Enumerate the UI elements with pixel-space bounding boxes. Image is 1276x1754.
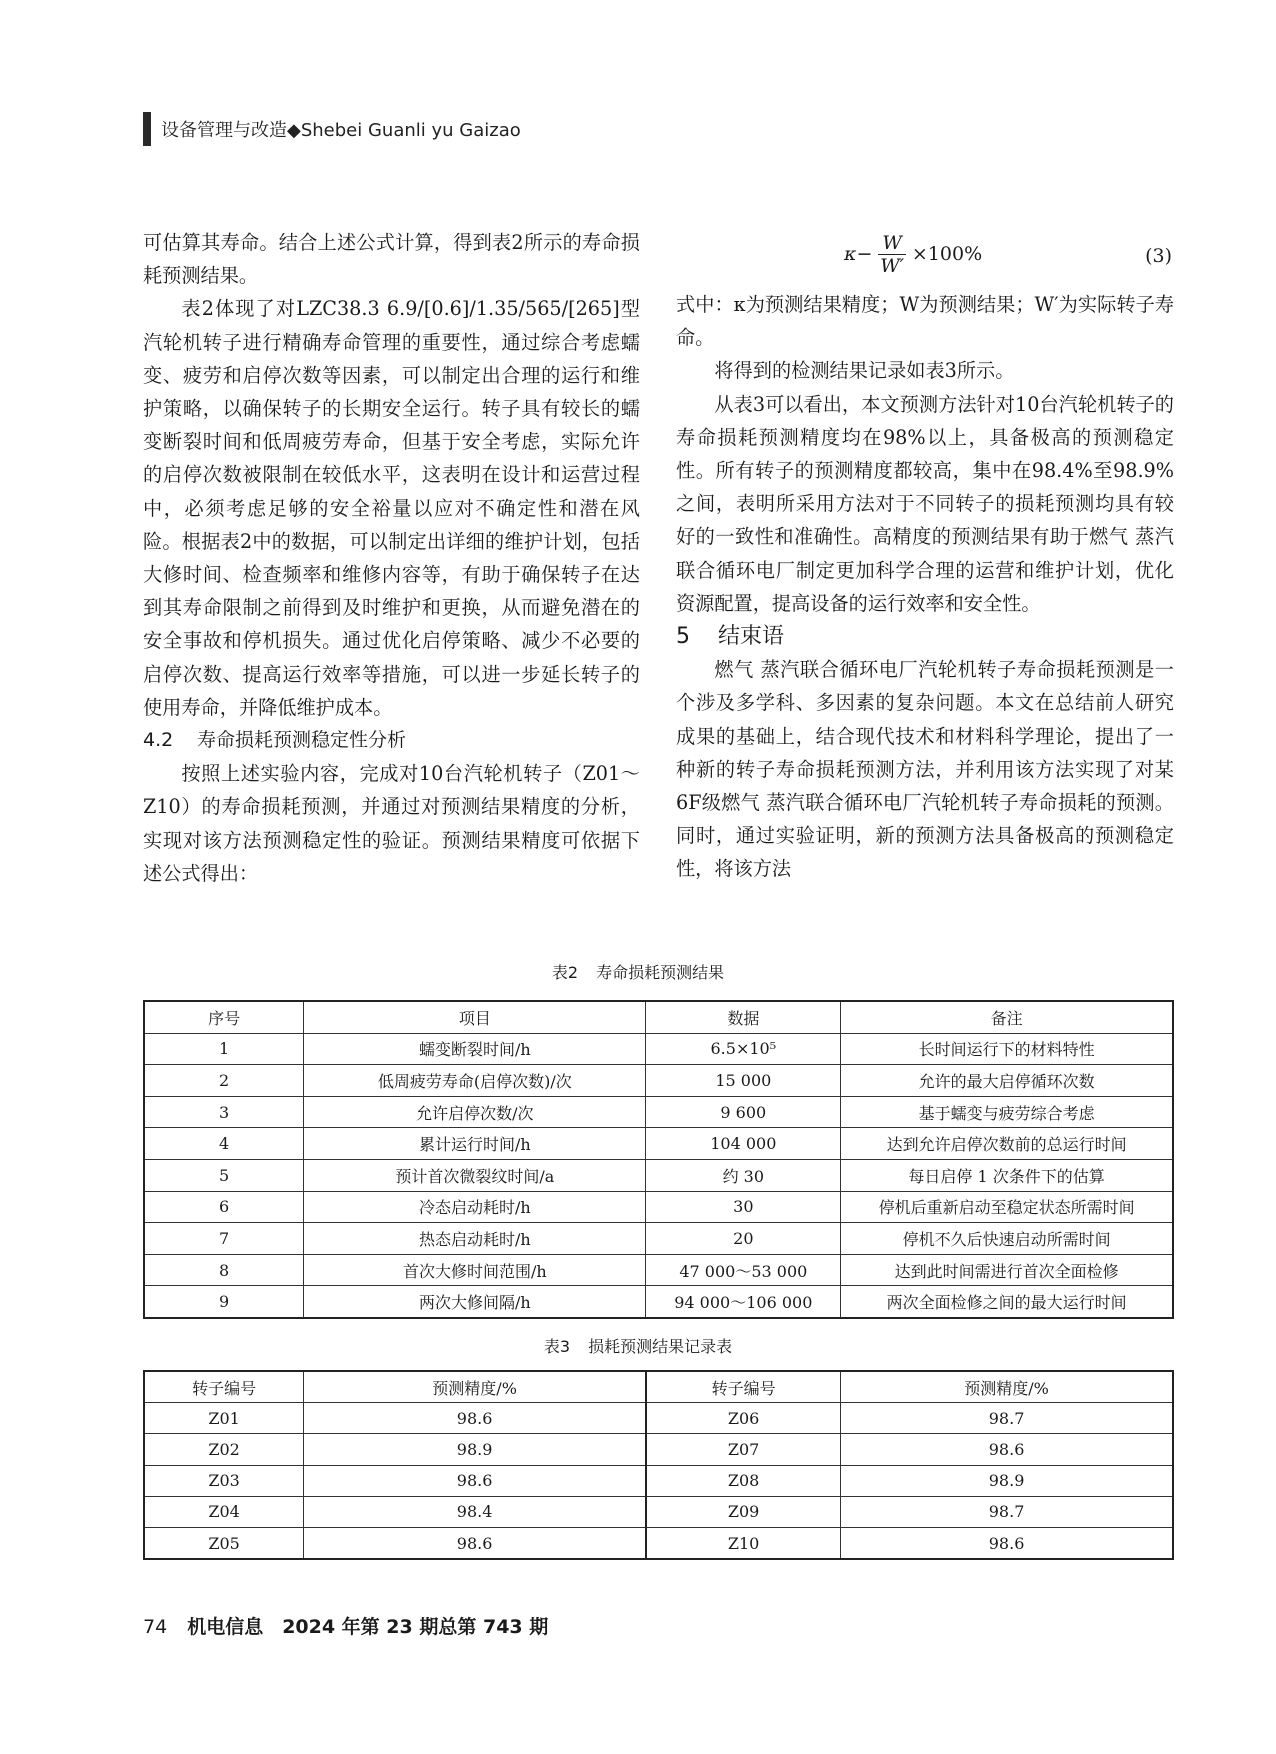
table-cell: 预计首次微裂纹时间/a [304,1159,646,1191]
table-cell: 98.9 [304,1434,646,1465]
table-header-row [144,1371,1173,1403]
equation-lhs: κ− [844,242,873,265]
equation-rhs: ×100% [911,242,983,265]
table-cell: 9 [144,1286,304,1318]
table-cell: 8 [144,1254,304,1286]
table-cell: 9 600 [646,1096,841,1128]
left-column [143,226,640,890]
table-cell: 累计运行时间/h [304,1128,646,1160]
table-row [144,1254,1173,1286]
table-cell: 98.6 [304,1465,646,1496]
table-cell: 30 [646,1191,841,1223]
table-cell: 6 [144,1191,304,1223]
table-cell: 两次大修间隔/h [304,1286,646,1318]
page-footer [143,1612,548,1639]
paragraph: 表2体现了对LZC38.3 6.9/[0.6]/1.35/565/[265]型汽轮机转子进行精确寿命管理的重要性，通过综合考虑蠕变、疲劳和启停次数等因素，可以制定出合理的运行和维护策略，以确保转子的长期安全运行。转子具有较长的蠕变断裂时间和低周疲劳寿命，但基于安全考虑，实际允许的启停次数被限制在较低水平，这表明在设计和运营过程中，必须考虑足够的安全裕量以应对不确定性和潜在风险。根据表2中的数据，可以制定出详细的维护计划，包括大修时间、检查频率和维修内容等，有助于确保转子在达到其寿命限制之前得到及时维护和更换，从而避免潜在的安全事故和停机损失。通过优化启停策略、减少不必要的启停次数、提高运行效率等措施，可以进一步延长转子的使用寿命，并降低维护成本。 [143,297,640,719]
table-cell: 47 000～53 000 [646,1254,841,1286]
table-cell: 长时间运行下的材料特性 [841,1033,1173,1065]
table-cell: 7 [144,1223,304,1255]
table-title: 寿命损耗预测结果 [596,963,725,982]
table-cell: 蠕变断裂时间/h [304,1033,646,1065]
table-cell: Z06 [646,1403,841,1434]
table-label: 表3 [543,1337,571,1356]
table-cell: 98.6 [304,1403,646,1434]
table-cell: Z05 [144,1527,304,1559]
table-cell: 两次全面检修之间的最大运行时间 [841,1286,1173,1318]
page-number: 74 [143,1616,168,1638]
table-cell: 4 [144,1128,304,1160]
section-heading [143,724,640,757]
table-cell: 98.7 [841,1403,1173,1434]
running-header [143,112,521,146]
table-cell: Z02 [144,1434,304,1465]
fraction-denominator: W′ [880,255,905,277]
equation [676,226,1174,288]
table-row [144,1033,1173,1065]
paragraph: 式中：κ为预测结果精度；W为预测结果；W′为实际转子寿命。 [676,293,1174,350]
footer-journal: 机电信息 2024 年第 23 期总第 743 期 [187,1616,549,1638]
table-cell: Z07 [646,1434,841,1465]
table-row [144,1223,1173,1255]
table-cell: 停机后重新启动至稳定状态所需时间 [841,1191,1173,1223]
table-cell: 98.4 [304,1496,646,1527]
table3-caption [0,1334,1276,1357]
table-cell: Z03 [144,1465,304,1496]
table-cell: 6.5×10⁵ [646,1033,841,1065]
column-header: 数据 [646,1001,841,1033]
table-row [144,1465,1173,1496]
table-row [144,1527,1173,1559]
section-number: 5 [676,624,690,650]
table-row [144,1191,1173,1223]
right-column [676,226,1174,886]
table-cell: 达到允许启停次数前的总运行时间 [841,1128,1173,1160]
header-bar [143,112,151,146]
table-cell: 98.6 [304,1527,646,1559]
table-cell: 首次大修时间范围/h [304,1254,646,1286]
table-cell: 约 30 [646,1159,841,1191]
paragraph: 燃气 蒸汽联合循环电厂汽轮机转子寿命损耗预测是一个涉及多学科、多因素的复杂问题。本文在总结前人研究成果的基础上，结合现代技术和材料科学理论，提出了一种新的转子寿命损耗预测方法，并利用该方法实现了对某6F级燃气 蒸汽联合循环电厂汽轮机转子寿命损耗的预测。同时，通过实验证明，新的预测方法具备极高的预测稳定性，将该方法 [676,658,1174,881]
column-header: 项目 [304,1001,646,1033]
table-cell: 5 [144,1159,304,1191]
table-cell: 15 000 [646,1065,841,1097]
table-cell: Z09 [646,1496,841,1527]
table-title: 损耗预测结果记录表 [588,1337,733,1356]
table-cell: 3 [144,1096,304,1128]
table-cell: Z04 [144,1496,304,1527]
column-header: 转子编号 [144,1371,304,1403]
table-cell: 停机不久后快速启动所需时间 [841,1223,1173,1255]
table-cell: 94 000～106 000 [646,1286,841,1318]
table-cell: Z01 [144,1403,304,1434]
paragraph: 将得到的检测结果记录如表3所示。 [714,359,1015,383]
table-cell: 冷态启动耗时/h [304,1191,646,1223]
table-row [144,1434,1173,1465]
fraction-numerator: W [878,232,906,255]
table-cell: 98.7 [841,1496,1173,1527]
table-cell: 允许启停次数/次 [304,1096,646,1128]
column-header: 预测精度/% [841,1371,1173,1403]
column-header: 备注 [841,1001,1173,1033]
table-cell: 20 [646,1223,841,1255]
table-cell: 1 [144,1033,304,1065]
table-cell: 98.6 [841,1434,1173,1465]
table-row [144,1065,1173,1097]
table-row [144,1128,1173,1160]
paragraph: 按照上述实验内容，完成对10台汽轮机转子（Z01～Z10）的寿命损耗预测，并通过对预测结果精度的分析，实现对该方法预测稳定性的验证。预测结果精度可依据下述公式得出： [143,762,640,885]
section-title: 结束语 [718,624,785,650]
table-header-row [144,1001,1173,1033]
table-row [144,1286,1173,1318]
table-cell: 104 000 [646,1128,841,1160]
table-cell: 98.6 [841,1527,1173,1559]
section-number: 4.2 [143,729,174,752]
table-cell: 热态启动耗时/h [304,1223,646,1255]
table3 [143,1370,1174,1560]
fraction [878,232,906,277]
section-title: 寿命损耗预测稳定性分析 [197,729,407,752]
table-label: 表2 [551,963,579,982]
table-cell: 98.9 [841,1465,1173,1496]
journal-header: 设备管理与改造◆Shebei Guanli yu Gaizao [161,120,521,141]
table-cell: 2 [144,1065,304,1097]
table-cell: 达到此时间需进行首次全面检修 [841,1254,1173,1286]
table2 [143,1000,1174,1319]
table-row [144,1403,1173,1434]
table-cell: 低周疲劳寿命(启停次数)/次 [304,1065,646,1097]
table-row [144,1159,1173,1191]
table-cell: 每日启停 1 次条件下的估算 [841,1159,1173,1191]
table-row [144,1496,1173,1527]
table-cell: 基于蠕变与疲劳综合考虑 [841,1096,1173,1128]
table-row [144,1096,1173,1128]
table2-caption [0,960,1276,983]
column-header: 预测精度/% [304,1371,646,1403]
table-cell: Z08 [646,1465,841,1496]
table-cell: 允许的最大启停循环次数 [841,1065,1173,1097]
table-cell: Z10 [646,1527,841,1559]
column-header: 转子编号 [646,1371,841,1403]
paragraph: 可估算其寿命。结合上述公式计算，得到表2所示的寿命损耗预测结果。 [143,231,640,288]
equation-number: (3) [1145,245,1172,267]
paragraph: 从表3可以看出，本文预测方法针对10台汽轮机转子的寿命损耗预测精度均在98%以上，具备极高的预测稳定性。所有转子的预测精度都较高，集中在98.4%至98.9%之间，表明所采用方法对于不同转子的损耗预测均具有较好的一致性和准确性。高精度的预测结果有助于燃气 蒸汽联合循环电厂制定更加科学合理的运营和维护计划，优化资源配置，提高设备的运行效率和安全性。 [676,392,1174,615]
section-heading [676,620,1174,653]
column-header: 序号 [144,1001,304,1033]
